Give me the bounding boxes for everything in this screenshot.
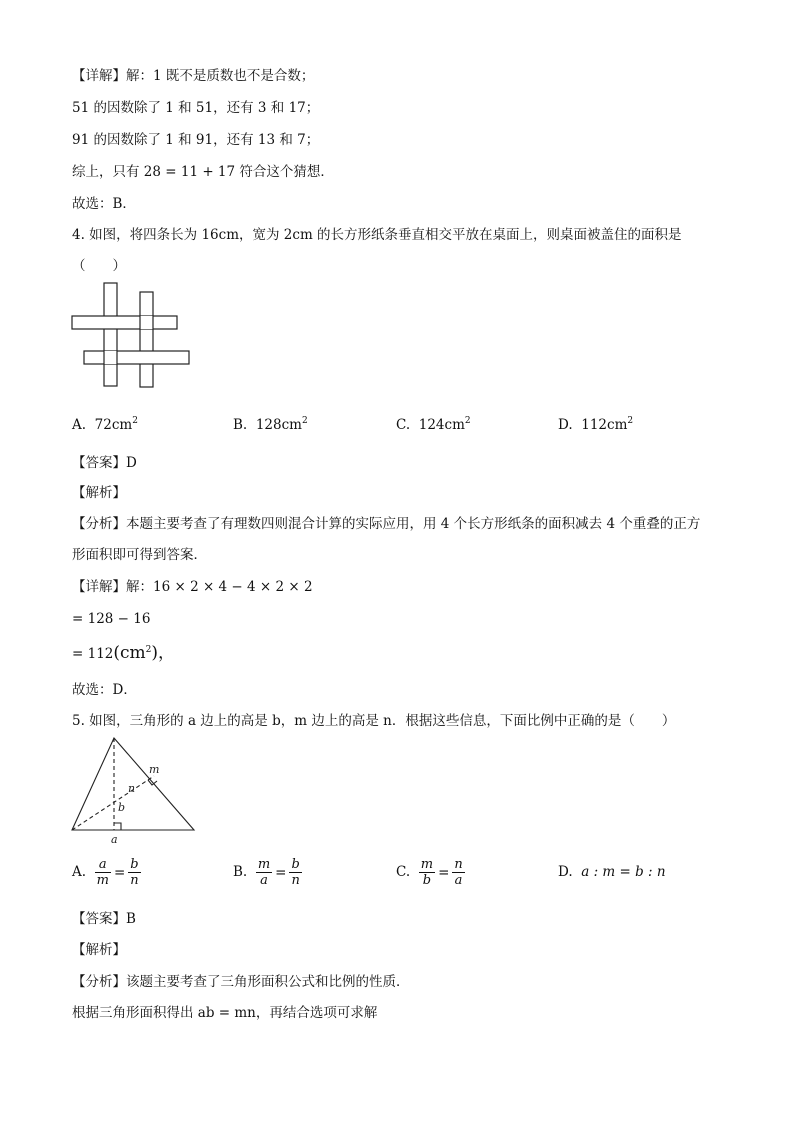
- q4-option-a-letter: A.: [72, 417, 87, 433]
- q4-detail-line-3-sup: 2: [145, 645, 152, 655]
- q5-label-n: n: [128, 782, 136, 795]
- q3-detail-line-3: 91 的因数除了 1 和 91，还有 13 和 7；: [72, 132, 320, 148]
- q5-analysis-line-2: 根据三角形面积得出 ab = mn，再结合选项可求解: [72, 1005, 378, 1021]
- q5-label-m: m: [149, 763, 160, 776]
- q5-option-d: [558, 863, 666, 881]
- q5-option-c: [396, 855, 465, 890]
- q4-stem-line-2: （ ）: [72, 258, 126, 274]
- q4-option-d-value: 112cm: [581, 417, 628, 433]
- q4-option-c-value: 124cm: [418, 417, 465, 433]
- q5-stem: 5. 如图，三角形的 a 边上的高是 b，m 边上的高是 n．根据这些信息，下面比例中正确的是（ ）: [72, 713, 676, 729]
- q4-option-b-letter: B.: [233, 417, 248, 433]
- q4-option-a-value: 72cm: [94, 417, 133, 433]
- q3-choose: 故选：B．: [72, 196, 136, 212]
- q5-option-a-frac-2: $\frac{b}{n}$: [130, 857, 139, 888]
- q5-option-c-frac-1: $\frac{m}{b}$: [420, 857, 434, 888]
- q4-option-d: [558, 416, 633, 434]
- q5-option-c-letter: C.: [396, 864, 411, 880]
- q5-right-angle-a: [114, 823, 121, 830]
- q5-option-a-letter: A.: [72, 864, 87, 880]
- q4-stem-line-1: 4. 如图，将四条长为 16cm，宽为 2cm 的长方形纸条垂直相交平放在桌面上，则桌面被盖住的面积是: [72, 227, 682, 243]
- q4-strip-horizontal-top: [72, 316, 177, 329]
- q4-strip-horizontal-bottom: [84, 351, 189, 364]
- q4-option-a-sup: 2: [132, 416, 138, 426]
- q4-detail-line-3-unit: (cm: [113, 643, 146, 663]
- q3-detail-line-4: 综上，只有 28 = 11 + 17 符合这个猜想．: [72, 164, 334, 180]
- q5-option-b-frac-1: $\frac{m}{a}$: [257, 857, 271, 888]
- q5-label-b: b: [118, 801, 126, 814]
- q5-option-a: [72, 855, 141, 890]
- q4-analysis-heading: 【解析】: [72, 485, 126, 501]
- q4-strip-vertical-left: [104, 283, 117, 386]
- q4-detail-line-2: = 128 − 16: [72, 611, 151, 627]
- q5-option-b: [233, 855, 302, 890]
- q4-detail-line-1: 【详解】解：16 × 2 × 4 − 4 × 2 × 2: [72, 579, 313, 595]
- q4-option-c: [396, 416, 471, 434]
- q5-option-c-eq: =: [438, 864, 450, 881]
- q4-detail-line-3-close: )，: [151, 643, 176, 663]
- q4-option-a: [72, 416, 138, 434]
- q4-option-b-value: 128cm: [255, 417, 302, 433]
- q5-option-b-letter: B.: [233, 864, 248, 880]
- q4-analysis-line-2: 形面积即可得到答案．: [72, 547, 207, 563]
- q4-weave-1: [104, 351, 117, 364]
- q5-option-a-frac-1: $\frac{a}{m}$: [96, 857, 109, 888]
- q4-choose: 故选：D．: [72, 682, 137, 698]
- q5-analysis-line-1: 【分析】该题主要考查了三角形面积公式和比例的性质．: [72, 974, 410, 990]
- q4-detail-line-3-value: = 112: [72, 646, 114, 662]
- q5-option-b-frac-2: $\frac{b}{n}$: [291, 857, 300, 888]
- q4-strip-vertical-right: [140, 292, 153, 387]
- q4-option-c-sup: 2: [464, 416, 471, 426]
- q4-option-d-sup: 2: [627, 416, 634, 426]
- q3-detail-line-2: 51 的因数除了 1 和 51，还有 3 和 17；: [72, 100, 320, 116]
- q4-option-b: [233, 416, 308, 434]
- q4-option-b-sup: 2: [301, 416, 308, 426]
- q5-analysis-heading: 【解析】: [72, 942, 126, 958]
- q4-answer: 【答案】D: [72, 455, 137, 471]
- q4-option-c-letter: C.: [396, 417, 411, 433]
- q4-detail-line-3: [72, 644, 175, 663]
- q4-option-d-letter: D.: [558, 417, 573, 433]
- q5-option-c-frac-2: $\frac{n}{a}$: [454, 857, 463, 888]
- q5-option-d-letter: D.: [558, 864, 573, 880]
- q5-option-b-eq: =: [275, 864, 287, 881]
- q4-strips-figure: [70, 282, 194, 388]
- q4-weave-2: [140, 316, 153, 329]
- q4-analysis-line-1: 【分析】本题主要考查了有理数四则混合计算的实际应用，用 4 个长方形纸条的面积减去 4 个重叠的正方: [72, 516, 701, 532]
- q3-detail-line-1: 【详解】解：1 既不是质数也不是合数；: [72, 68, 315, 84]
- q5-option-a-eq: =: [113, 864, 126, 881]
- q5-answer: 【答案】B: [72, 911, 136, 927]
- q5-option-d-ratio: a : m = b : n: [581, 864, 666, 880]
- q5-label-a: a: [111, 833, 118, 846]
- q5-triangle-figure: [68, 734, 200, 846]
